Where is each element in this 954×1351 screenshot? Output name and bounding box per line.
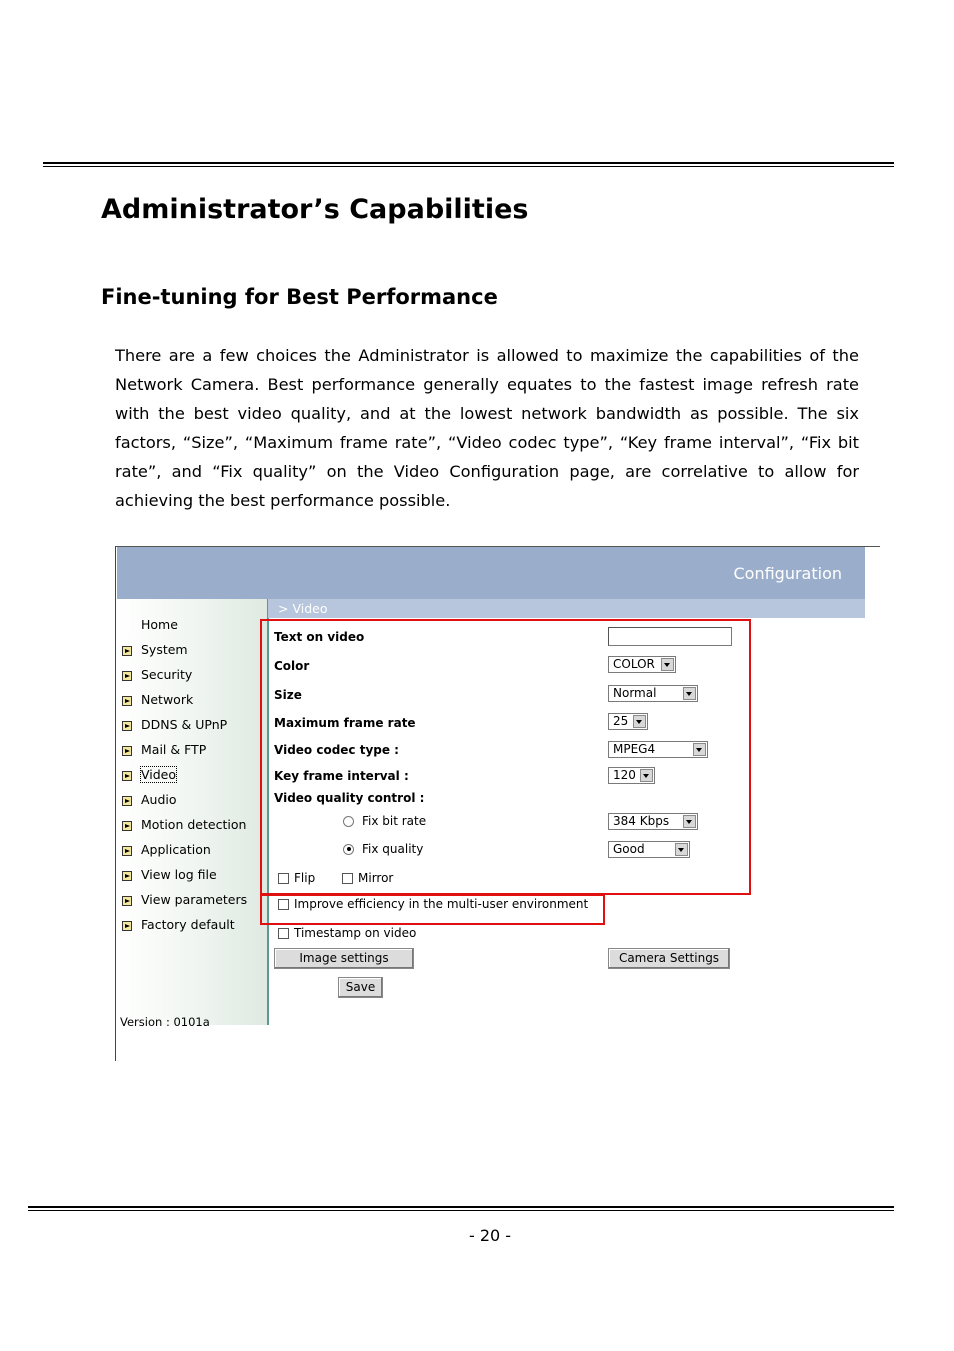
sidebar-item-label: View parameters — [141, 892, 248, 907]
sidebar-item-label: Motion detection — [141, 817, 247, 832]
fix-bit-rate-value: 384 Kbps — [613, 814, 670, 828]
screenshot-left-border — [115, 546, 116, 1061]
header-rule — [43, 162, 894, 167]
codec-type-label: Video codec type : — [274, 743, 399, 757]
highlight-box-improve-efficiency — [260, 894, 605, 925]
sidebar-item-label: Network — [141, 692, 194, 707]
save-button[interactable]: Save — [338, 977, 383, 998]
sidebar-item-label: Application — [141, 842, 211, 857]
sidebar-item-ddns-upnp[interactable] — [122, 716, 227, 734]
arrow-icon — [122, 846, 132, 856]
body-paragraph: There are a few choices the Administrator is allowed to maximize the capabilities of the Network Camera. Best performance generally equates to the fastest image refresh rate with the best video quality, and at the lowest network bandwidth as possible. The six factors, “Size”, “Maximum frame rate”, “Video codec type”, “Key frame interval”, “Fix bit rate”, and “Fix quality” on the Video Configuration page, are correlative to allow for achieving the best performance possible. — [115, 346, 859, 510]
arrow-icon — [122, 821, 132, 831]
sidebar-item-view-parameters[interactable] — [122, 891, 247, 909]
config-title: Configuration — [733, 564, 842, 583]
page-number: - 20 - — [468, 1226, 512, 1245]
arrow-icon — [122, 896, 132, 906]
page-title: Administrator’s Capabilities — [101, 194, 529, 225]
size-label: Size — [274, 688, 302, 702]
flip-label: Flip — [294, 871, 316, 885]
sidebar-item-label: Mail & FTP — [141, 742, 207, 757]
key-frame-interval-label: Key frame interval : — [274, 769, 409, 783]
sidebar-item-label: Audio — [141, 792, 177, 807]
highlight-box-video-settings — [260, 619, 751, 895]
codec-type-value: MPEG4 — [613, 742, 656, 756]
size-select-value: Normal — [613, 686, 657, 700]
sidebar-item-home[interactable] — [122, 616, 178, 634]
sidebar-item-system[interactable] — [122, 641, 188, 659]
max-frame-rate-value: 25 — [613, 714, 629, 728]
improve-efficiency-label: Improve efficiency in the multi-user environment — [294, 897, 589, 911]
version-label: Version : 0101a — [120, 1015, 210, 1029]
sidebar-item-mail-ftp[interactable] — [122, 741, 206, 759]
breadcrumb: > Video — [278, 601, 328, 616]
sidebar-item-factory-default[interactable] — [122, 916, 235, 934]
arrow-icon — [122, 771, 132, 781]
image-settings-button[interactable]: Image settings — [274, 948, 414, 969]
color-select-value: COLOR — [613, 657, 655, 671]
fix-quality-label: Fix quality — [362, 842, 424, 856]
sidebar-item-video[interactable] — [122, 766, 176, 784]
sidebar-item-audio[interactable] — [122, 791, 177, 809]
sidebar-item-motion-detection[interactable] — [122, 816, 246, 834]
sidebar-item-application[interactable] — [122, 841, 211, 859]
quality-control-label: Video quality control : — [274, 791, 425, 805]
sidebar-item-label: View log file — [141, 867, 217, 882]
sidebar-item-label: DDNS & UPnP — [141, 717, 228, 732]
arrow-icon — [122, 721, 132, 731]
sidebar-nav — [117, 599, 267, 1029]
mirror-label: Mirror — [358, 871, 394, 885]
arrow-icon — [122, 871, 132, 881]
camera-settings-button[interactable]: Camera Settings — [608, 948, 730, 969]
max-frame-rate-label: Maximum frame rate — [274, 716, 416, 730]
key-frame-interval-value: 120 — [613, 768, 636, 782]
arrow-icon — [122, 646, 132, 656]
fix-bit-rate-label: Fix bit rate — [362, 814, 427, 828]
arrow-icon — [122, 746, 132, 756]
sidebar-item-view-log-file[interactable] — [122, 866, 217, 884]
configuration-screenshot — [115, 546, 880, 1061]
text-on-video-label: Text on video — [274, 630, 365, 644]
fix-quality-value: Good — [613, 842, 645, 856]
arrow-icon — [122, 671, 132, 681]
timestamp-label: Timestamp on video — [294, 926, 417, 940]
sidebar-item-label: Home — [141, 617, 178, 632]
timestamp-checkbox[interactable] — [278, 928, 289, 939]
sidebar-item-label: System — [141, 642, 188, 657]
arrow-icon — [122, 921, 132, 931]
footer-rule — [28, 1206, 894, 1211]
arrow-icon — [122, 696, 132, 706]
arrow-icon — [122, 796, 132, 806]
config-header — [117, 547, 865, 599]
sidebar-item-label: Video — [141, 767, 177, 782]
sidebar-item-label: Security — [141, 667, 193, 682]
breadcrumb-bar — [268, 599, 865, 618]
section-title: Fine-tuning for Best Performance — [101, 285, 498, 309]
sidebar-item-security[interactable] — [122, 666, 192, 684]
sidebar-item-network[interactable] — [122, 691, 193, 709]
timestamp-option[interactable] — [278, 926, 416, 940]
color-label: Color — [274, 659, 310, 673]
sidebar-item-label: Factory default — [141, 917, 235, 932]
